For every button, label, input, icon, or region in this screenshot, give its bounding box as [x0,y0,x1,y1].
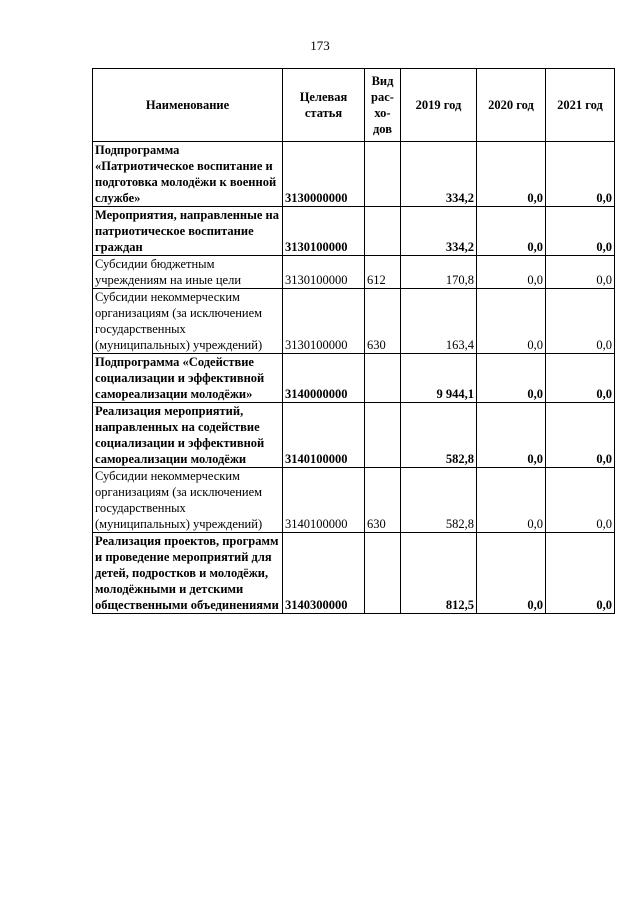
row-name: Реализация мероприятий, направленных на содействие социализации и эффективной самореализации молодёжи [93,403,283,468]
row-code: 3130100000 [283,289,365,354]
header-vid: Вид рас-хо-дов [365,69,401,142]
row-name: Подпрограмма «Патриотическое воспитание и подготовка молодёжи к военной службе» [93,142,283,207]
row-expense-type: 630 [365,468,401,533]
row-code: 3130100000 [283,207,365,256]
row-value-2021: 0,0 [546,256,615,289]
table-row [93,533,615,614]
budget-table [92,68,615,614]
row-value-2019: 334,2 [401,142,477,207]
row-code: 3130000000 [283,142,365,207]
row-code: 3140100000 [283,403,365,468]
table-row [93,354,615,403]
row-expense-type [365,533,401,614]
row-value-2019: 163,4 [401,289,477,354]
row-code: 3140000000 [283,354,365,403]
row-name: Субсидии некоммерческим организациям (за исключением государственных (муниципальных) учреждений) [93,468,283,533]
header-name: Наименование [93,69,283,142]
row-value-2020: 0,0 [477,289,546,354]
table-row [93,142,615,207]
row-name: Подпрограмма «Содействие социализации и эффективной самореализации молодёжи» [93,354,283,403]
row-name: Реализация проектов, программ и проведение мероприятий для детей, подростков и молодёжи, молодёжными и детскими общественными объединениями [93,533,283,614]
header-2019: 2019 год [401,69,477,142]
header-code: Целевая статья [283,69,365,142]
row-value-2019: 9 944,1 [401,354,477,403]
row-value-2021: 0,0 [546,403,615,468]
row-value-2019: 812,5 [401,533,477,614]
row-value-2021: 0,0 [546,468,615,533]
row-code: 3130100000 [283,256,365,289]
row-value-2020: 0,0 [477,468,546,533]
row-expense-type [365,354,401,403]
table-row [93,403,615,468]
row-name: Субсидии бюджетным учреждениям на иные цели [93,256,283,289]
row-name: Субсидии некоммерческим организациям (за исключением государственных (муниципальных) учреждений) [93,289,283,354]
row-value-2020: 0,0 [477,354,546,403]
row-value-2020: 0,0 [477,533,546,614]
row-expense-type [365,142,401,207]
header-2020: 2020 год [477,69,546,142]
row-value-2019: 334,2 [401,207,477,256]
row-code: 3140300000 [283,533,365,614]
row-value-2020: 0,0 [477,207,546,256]
row-name: Мероприятия, направленные на патриотическое воспитание граждан [93,207,283,256]
row-value-2021: 0,0 [546,354,615,403]
row-expense-type [365,207,401,256]
row-expense-type: 612 [365,256,401,289]
page-number: 173 [310,38,330,53]
header-2021: 2021 год [546,69,615,142]
row-value-2020: 0,0 [477,256,546,289]
row-value-2021: 0,0 [546,289,615,354]
table-row [93,256,615,289]
row-value-2019: 582,8 [401,403,477,468]
row-expense-type: 630 [365,289,401,354]
row-value-2021: 0,0 [546,207,615,256]
table-row [93,207,615,256]
table-row [93,289,615,354]
row-expense-type [365,403,401,468]
row-code: 3140100000 [283,468,365,533]
table-header-row [93,69,615,142]
row-value-2020: 0,0 [477,142,546,207]
table-row [93,468,615,533]
row-value-2021: 0,0 [546,533,615,614]
row-value-2019: 170,8 [401,256,477,289]
row-value-2021: 0,0 [546,142,615,207]
row-value-2020: 0,0 [477,403,546,468]
row-value-2019: 582,8 [401,468,477,533]
